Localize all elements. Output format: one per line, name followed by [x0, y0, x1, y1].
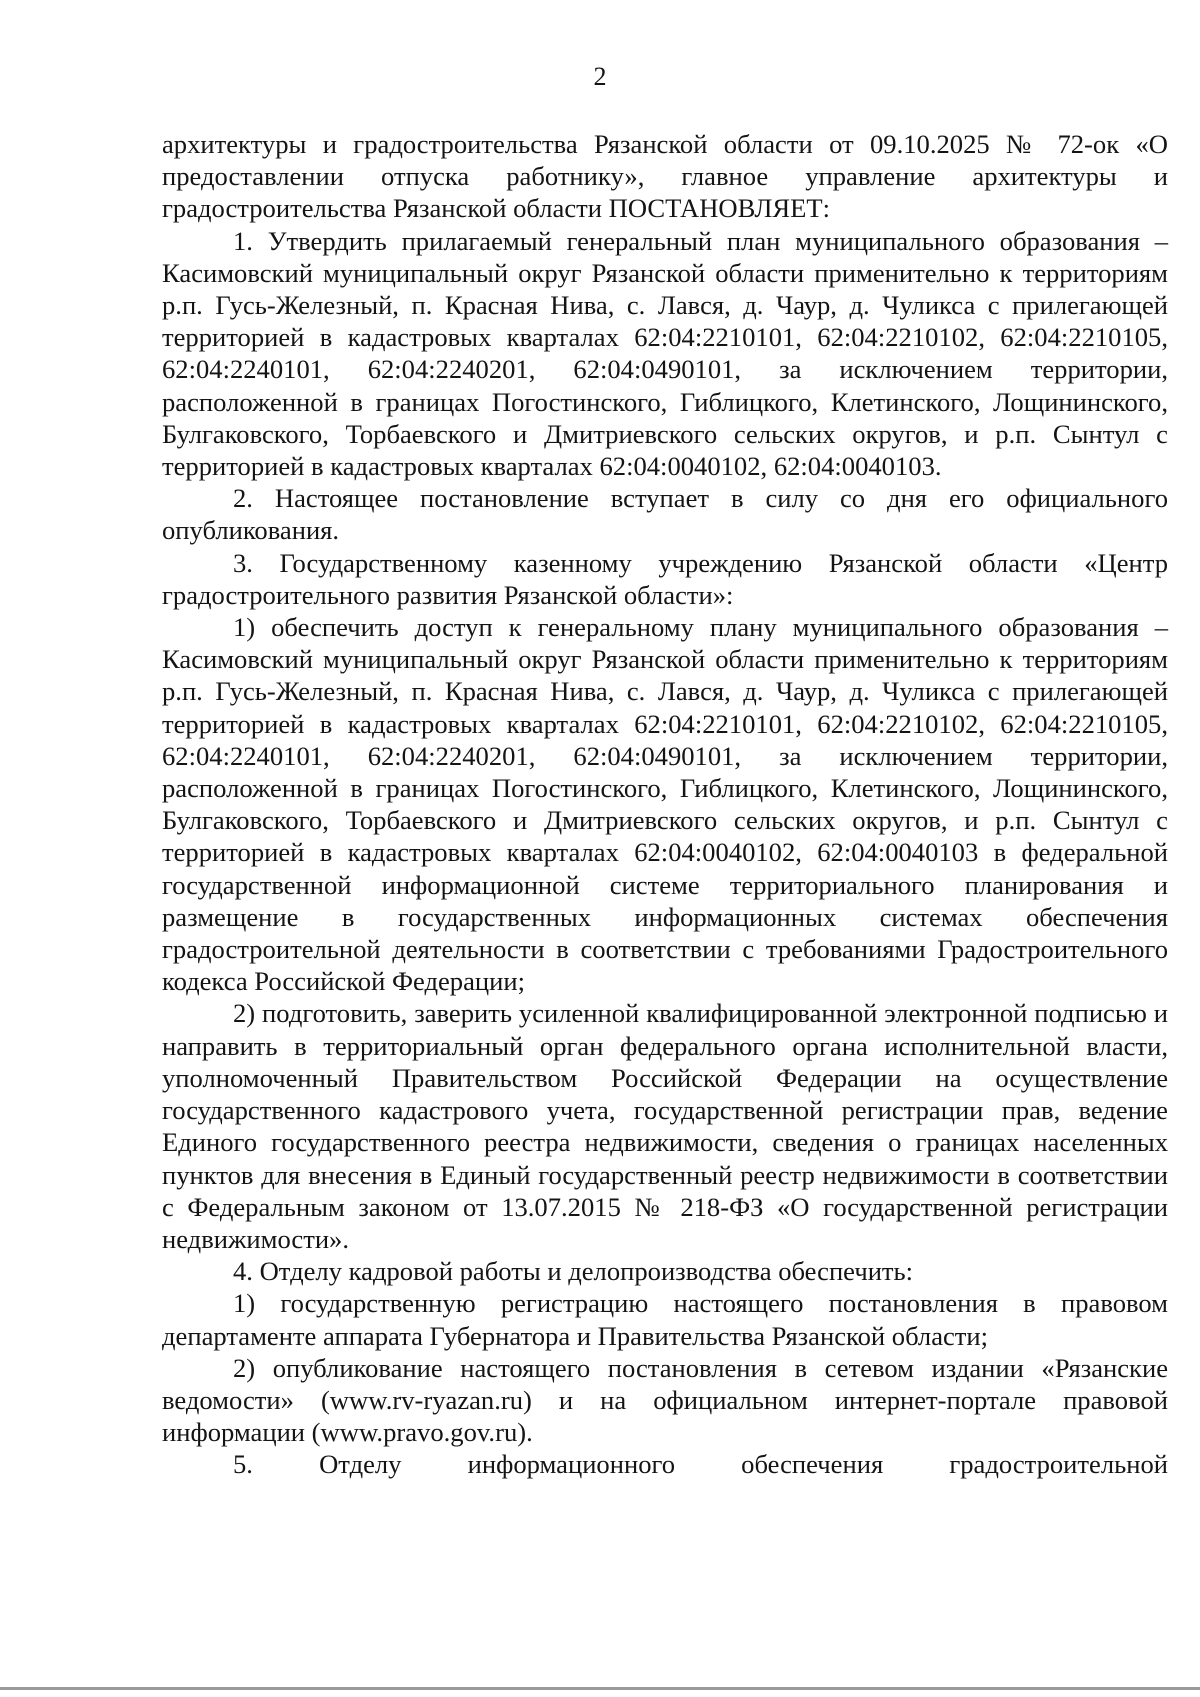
paragraph-item-4: 4. Отделу кадровой работы и делопроизводства обеспечить:: [233, 1256, 914, 1287]
paragraph-item-2: 2. Настоящее постановление вступает в силу со дня его официального опубликования.: [162, 483, 1168, 546]
paragraph-preamble-continuation: архитектуры и градостроительства Рязанской области от 09.10.2025 № 72-ок «О предоставлении отпуска работнику», главное управление архитектуры и градостроительства Рязанской области ПОСТАНОВЛЯЕТ:: [162, 129, 1168, 224]
page-number: 2: [593, 62, 607, 91]
paragraph-item-1: 1. Утвердить прилагаемый генеральный план муниципального образования – Касимовский муниципальный округ Рязанской области применительно к территориям р.п. Гусь-Железный, п. Красная Нива, с. Лався, д. Чаур, д. Чуликса с прилегающей территорией в кадастровых кварталах 62:04:2210101, 62:04:2210102, 62:04:2210105, 62:04:2240101, 62:04:2240201, 62:04:0490101, за исключением территории, расположенной в границах Погостинского, Гиблицкого, Клетинского, Лощининского, Булгаковского, Торбаевского и Дмитриевского сельских округов, и р.п. Сынтул с территорией в кадастровых кварталах 62:04:0040102, 62:04:0040103.: [162, 225, 1168, 482]
paragraph-item-3: 3. Государственному казенному учреждению Рязанской области «Центр градостроительного развития Рязанской области»:: [162, 547, 1168, 610]
document-body: [162, 128, 1168, 1481]
paragraph-item-3-sub-2: 2) подготовить, заверить усиленной квалифицированной электронной подписью и направить в территориальный орган федерального органа исполнительной власти, уполномоченный Правительством Российской Федерации на осуществление государственного кадастрового учета, государственной регистрации прав, ведение Единого государственного реестра недвижимости, сведения о границах населенных пунктов для внесения в Единый государственный реестр недвижимости в соответствии с Федеральным законом от 13.07.2015 № 218-ФЗ «О государственной регистрации недвижимости».: [162, 998, 1168, 1254]
paragraph-item-3-sub-1: 1) обеспечить доступ к генеральному плану муниципального образования – Касимовский муниципальный округ Рязанской области применительно к территориям р.п. Гусь-Железный, п. Красная Нива, с. Лався, д. Чаур, д. Чуликса с прилегающей территорией в кадастровых кварталах 62:04:2210101, 62:04:2210102, 62:04:2210105, 62:04:2240101, 62:04:2240201, 62:04:0490101, за исключением территории, расположенной в границах Погостинского, Гиблицкого, Клетинского, Лощининского, Булгаковского, Торбаевского и Дмитриевского сельских округов, и р.п. Сынтул с территорией в кадастровых кварталах 62:04:0040102, 62:04:0040103 в федеральной государственной информационной системе территориального планирования и размещение в государственных информационных системах обеспечения градостроительной деятельности в соответствии с требованиями Градостроительного кодекса Российской Федерации;: [162, 612, 1168, 997]
paragraph-item-4-sub-2: 2) опубликование настоящего постановления в сетевом издании «Рязанские ведомости» (www.rv-ryazan.ru) и на официальном интернет-портале правовой информации (www.pravo.gov.ru).: [162, 1352, 1168, 1448]
bottom-rule: [0, 1687, 1200, 1690]
paragraph-item-4-sub-1: 1) государственную регистрацию настоящего постановления в правовом департаменте аппарата Губернатора и Правительства Рязанской области;: [162, 1288, 1168, 1351]
paragraph-item-5: 5. Отделу информационного обеспечения градостроительной: [233, 1449, 1168, 1480]
